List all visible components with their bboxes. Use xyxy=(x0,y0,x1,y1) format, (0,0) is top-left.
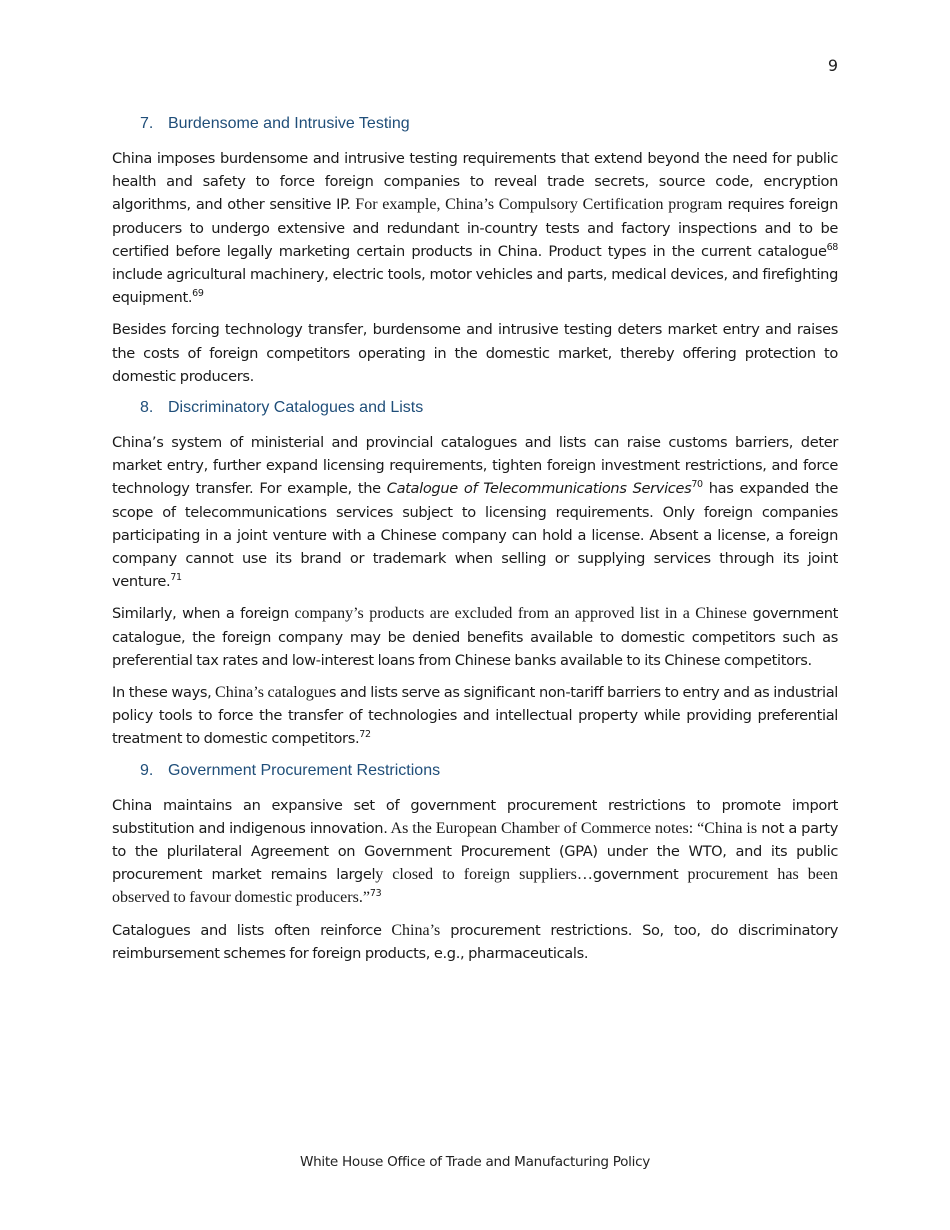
page-number: 9 xyxy=(827,56,838,75)
footnote-ref[interactable]: 70 xyxy=(691,479,703,491)
footnote-ref[interactable]: 73 xyxy=(369,888,382,900)
paragraph: Similarly, when a foreign company’s products are excluded from an approved list in a Chinese government catalogue, the foreign company may be denied benefits available to domestic competitors such as preferential tax rates and low-interest loans from Chinese banks available to its Chinese competitors. xyxy=(112,605,838,669)
paragraph: Besides forcing technology transfer, burdensome and intrusive testing deters market entry and raises the costs of foreign competitors operating in the domestic market, thereby offering protection to domestic producers. xyxy=(112,321,838,385)
section-number: 8. xyxy=(140,399,154,417)
section-heading-8 xyxy=(112,397,838,419)
section-number: 7. xyxy=(140,115,154,132)
footnote-ref[interactable]: 71 xyxy=(170,572,182,584)
section-title: Burdensome and Intrusive Testing xyxy=(168,115,410,132)
footnote-ref[interactable]: 68 xyxy=(826,241,838,253)
paragraph: Catalogues and lists often reinforce China’s procurement restrictions. So, too, do discriminatory reimbursement schemes for foreign products, e.g., pharmaceuticals. xyxy=(112,921,839,962)
paragraph: In these ways, China’s catalogues and lists serve as significant non-tariff barriers to entry and as industrial policy tools to force the transfer of technologies and intellectual property while providing preferential treatment to domestic competitors.$^{72}$ xyxy=(112,684,838,748)
footnote-ref[interactable]: 69 xyxy=(192,288,204,300)
section-title: Government Procurement Restrictions xyxy=(168,761,441,779)
document-body xyxy=(112,113,838,974)
paragraph: China’s system of ministerial and provincial catalogues and lists can raise customs barriers, deter market entry, further expand licensing requirements, tighten foreign investment restrictions, and force technology transfer. For example, the Catalogue of Telecommunications Services$^{70}$ has expanded the scope of telecommunications services subject to licensing requirements. Only foreign companies participating in a joint venture with a Chinese company can hold a license. Absent a license, a foreign company cannot use its brand or trademark when selling or supplying services through its joint venture.$^{71}$ xyxy=(112,434,838,591)
section-title: Discriminatory Catalogues and Lists xyxy=(168,399,424,417)
section-heading-7 xyxy=(112,113,838,135)
document-title: Catalogue of Telecommunications Services xyxy=(386,480,692,498)
section-number: 9. xyxy=(140,761,154,779)
footnote-ref[interactable]: 72 xyxy=(359,729,371,741)
section-heading-9 xyxy=(112,760,838,782)
paragraph: China imposes burdensome and intrusive testing requirements that extend beyond the need for public health and safety to force foreign companies to reveal trade secrets, source code, encryption algorithms, and other sensitive IP. For example, China’s Compulsory Certification program requires foreign producers to undergo extensive and redundant in-country tests and factory inspections and to be certified before legally marketing certain products in China. Product types in the current catalogue$^{68}$ include agricultural machinery, electric tools, motor vehicles and parts, medical devices, and firefighting equipment.$^{69}$ xyxy=(112,150,838,307)
page-footer: White House Office of Trade and Manufacturing Policy xyxy=(299,1154,651,1170)
paragraph: China maintains an expansive set of government procurement restrictions to promote import substitution and indigenous innovation. As the European Chamber of Commerce notes: “China is not a party to the plurilateral Agreement on Government Procurement (GPA) under the WTO, and its public procurement market remains largely closed to foreign suppliers…government procurement has been observed to favour domestic producers.”$^{73}$ xyxy=(112,796,839,907)
